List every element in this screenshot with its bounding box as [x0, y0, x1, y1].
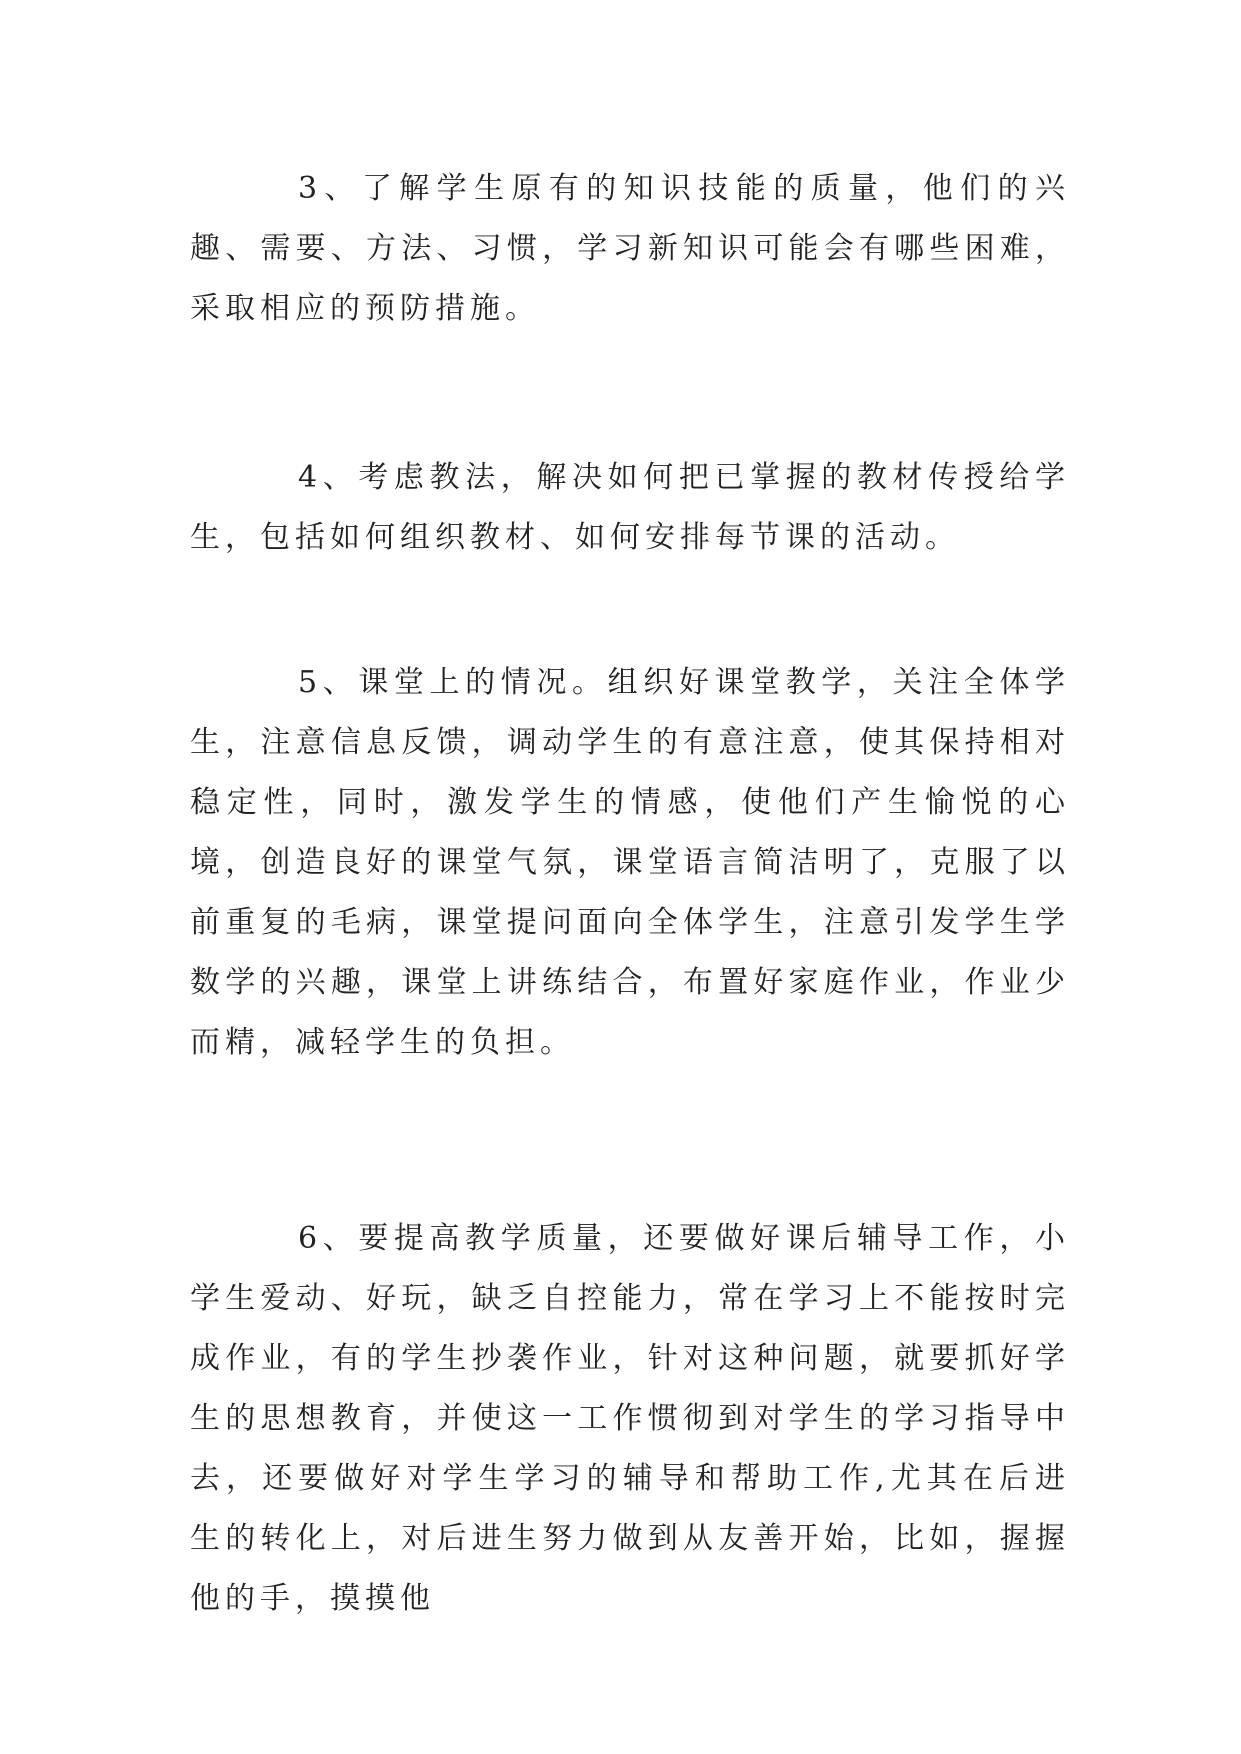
- paragraph-item-5: 5、课堂上的情况。组织好课堂教学，关注全体学生，注意信息反馈，调动学生的有意注意，使其保持相对稳定性，同时，激发学生的情感，使他们产生愉悦的心境，创造良好的课堂气氛，课堂语言简洁明了，克服了以前重复的毛病，课堂提问面向全体学生，注意引发学生学数学的兴趣，课堂上讲练结合，布置好家庭作业，作业少而精，减轻学生的负担。: [190, 665, 1070, 1060]
- paragraph-item-4: 4、考虑教法，解决如何把已掌握的教材传授给学生，包括如何组织教材、如何安排每节课的活动。: [190, 460, 1070, 555]
- paragraph-item-6: 6、要提高教学质量，还要做好课后辅导工作，小学生爱动、好玩，缺乏自控能力，常在学习上不能按时完成作业，有的学生抄袭作业，针对这种问题，就要抓好学生的思想教育，并使这一工作惯彻到对学生的学习指导中去，还要做好对学生学习的辅导和帮助工作,尤其在后进生的转化上，对后进生努力做到从友善开始，比如，握握他的手，摸摸他: [190, 1221, 1070, 1616]
- paragraph-item-3: 3、了解学生原有的知识技能的质量，他们的兴趣、需要、方法、习惯，学习新知识可能会有哪些困难，采取相应的预防措施。: [190, 171, 1070, 326]
